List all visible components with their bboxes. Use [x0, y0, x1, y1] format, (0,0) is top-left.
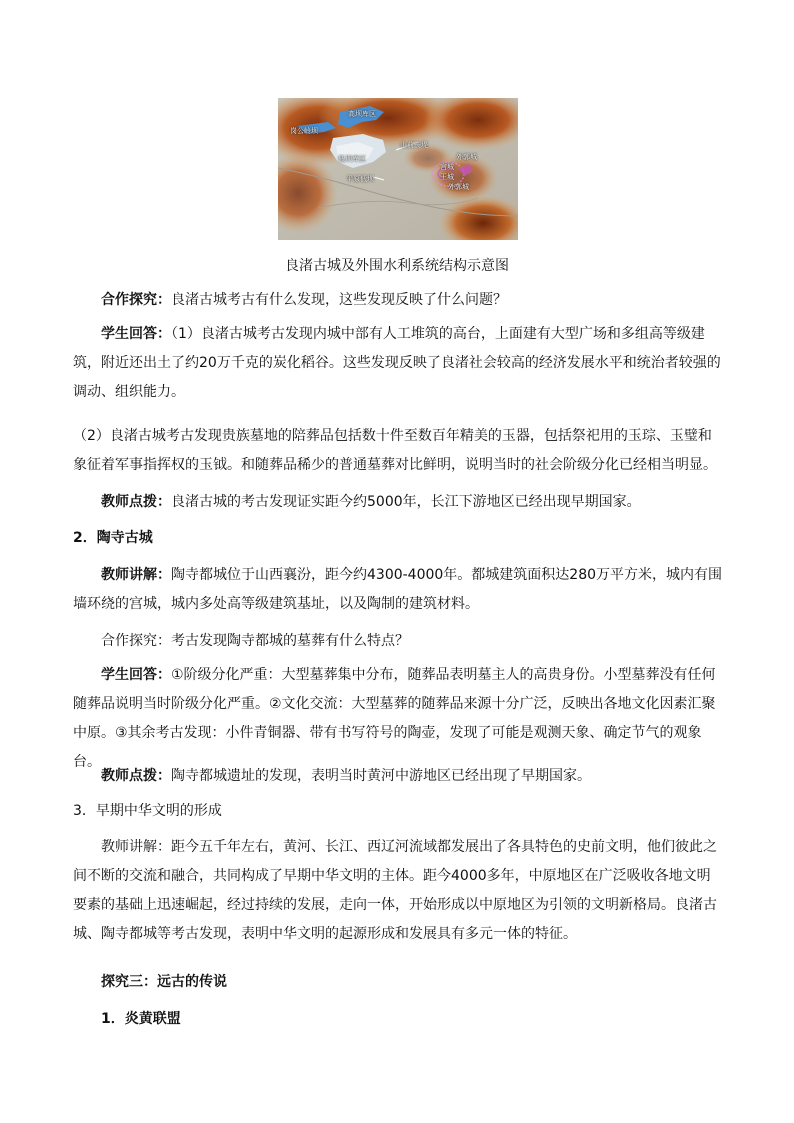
map-label-palace-city: 宫城: [440, 163, 454, 171]
label-cooperative-inquiry: 合作探究：: [101, 292, 171, 308]
paragraph-teacher-tip-2: [73, 762, 723, 791]
map-label-upper-reservoir: 高坝库区: [348, 110, 376, 118]
terrain-map-graphic: [278, 98, 518, 240]
paragraph-teacher-lecture-1: [73, 561, 723, 619]
map-label-king-city: 王城: [440, 173, 454, 181]
section-heading-inquiry-three: 探究三：远古的传说: [101, 974, 227, 990]
label-student-answer-2: 学生回答：: [101, 667, 171, 683]
map-label-outer-city: 外郭城: [456, 153, 477, 161]
text-teacher-tip: 良渚古城的考古发现证实距今约5000年，长江下游地区已经出现早期国家。: [171, 494, 641, 510]
text-student-answer-3: ①阶级分化严重：大型墓葬集中分布，随葬品表明墓主人的高贵身份。小型墓葬没有任何随葬品说明当时阶级分化严重。②文化交流：大型墓葬的随葬品来源十分广泛，反映出各地文化因素汇聚中原。③其余考古发现：小件青铜器、带有书写符号的陶壶，发现了可能是观测天象、确定节气的观象台。: [73, 667, 716, 770]
paragraph-student-answer-2: （2）良渚古城考古发现贵族墓地的陪葬品包括数十件至数百年精美的玉器，包括祭祀用的玉琮、玉璧和象征着军事指挥权的玉钺。和随葬品稀少的普通墓葬对比鲜明，说明当时的社会阶级分化已经相当明显。: [73, 428, 717, 473]
map-label-outer-city-2: 外郭城: [448, 183, 469, 191]
label-teacher-lecture: 教师讲解：: [101, 567, 171, 583]
label-teacher-tip: 教师点拨：: [101, 494, 171, 510]
paragraph-cooperative-inquiry-1: [73, 286, 723, 315]
liangzhu-map-image: [278, 98, 518, 240]
paragraph-student-answer-1: [73, 320, 723, 407]
label-teacher-tip-2: 教师点拨：: [101, 768, 171, 784]
paragraph-teacher-tip-1: [73, 488, 723, 517]
map-label-plain-dam: 平原低坝: [346, 175, 374, 183]
label-student-answer: 学生回答：: [101, 326, 171, 342]
paragraph-cooperative-inquiry-2: 合作探究：考古发现陶寺都城的墓葬有什么特点？: [101, 633, 409, 649]
map-label-lower-reservoir: 低坝库区: [338, 155, 366, 163]
paragraph-student-answer-3: [73, 661, 723, 777]
map-label-upper-dam: 岗公岭坝: [290, 127, 318, 135]
text-student-answer: （1）良渚古城考古发现内城中部有人工堆筑的高台，上面建有大型广场和多组高等级建筑，附近还出土了约20万千克的炭化稻谷。这些发现反映了良渚社会较高的经济发展水平和统治者较强的调动、组织能力。: [73, 326, 721, 400]
text-teacher-tip-2: 陶寺都城遗址的发现，表明当时黄河中游地区已经出现了早期国家。: [171, 768, 591, 784]
section-heading-early-civilization: 3．早期中华文明的形成: [73, 803, 222, 819]
figure-caption: 良渚古城及外围水利系统结构示意图: [285, 258, 509, 274]
paragraph-teacher-lecture-2: 教师讲解：距今五千年左右，黄河、长江、西辽河流域都发展出了各具特色的史前文明，他们彼此之间不断的交流和融合，共同构成了早期中华文明的主体。距今4000多年，中原地区在广泛吸收各地文明要素的基础上迅速崛起，经过持续的发展，走向一体，开始形成以中原地区为引领的文明新格局。良渚古城、陶寺都城等考古发现，表明中华文明的起源形成和发展具有多元一体的特征。: [73, 839, 717, 942]
section-heading-yan-huang: 1．炎黄联盟: [101, 1011, 181, 1027]
text-teacher-lecture: 陶寺都城位于山西襄汾，距今约4300-4000年。都城建筑面积达280万平方米，城内有围墙环绕的宫城，城内多处高等级建筑基址，以及陶制的建筑材料。: [73, 567, 723, 612]
map-label-mountain-dam: 山前长堤: [400, 141, 428, 149]
section-heading-taosi: 2．陶寺古城: [73, 530, 153, 546]
text-cooperative-inquiry: 良渚古城考古有什么发现，这些发现反映了什么问题？: [171, 292, 507, 308]
